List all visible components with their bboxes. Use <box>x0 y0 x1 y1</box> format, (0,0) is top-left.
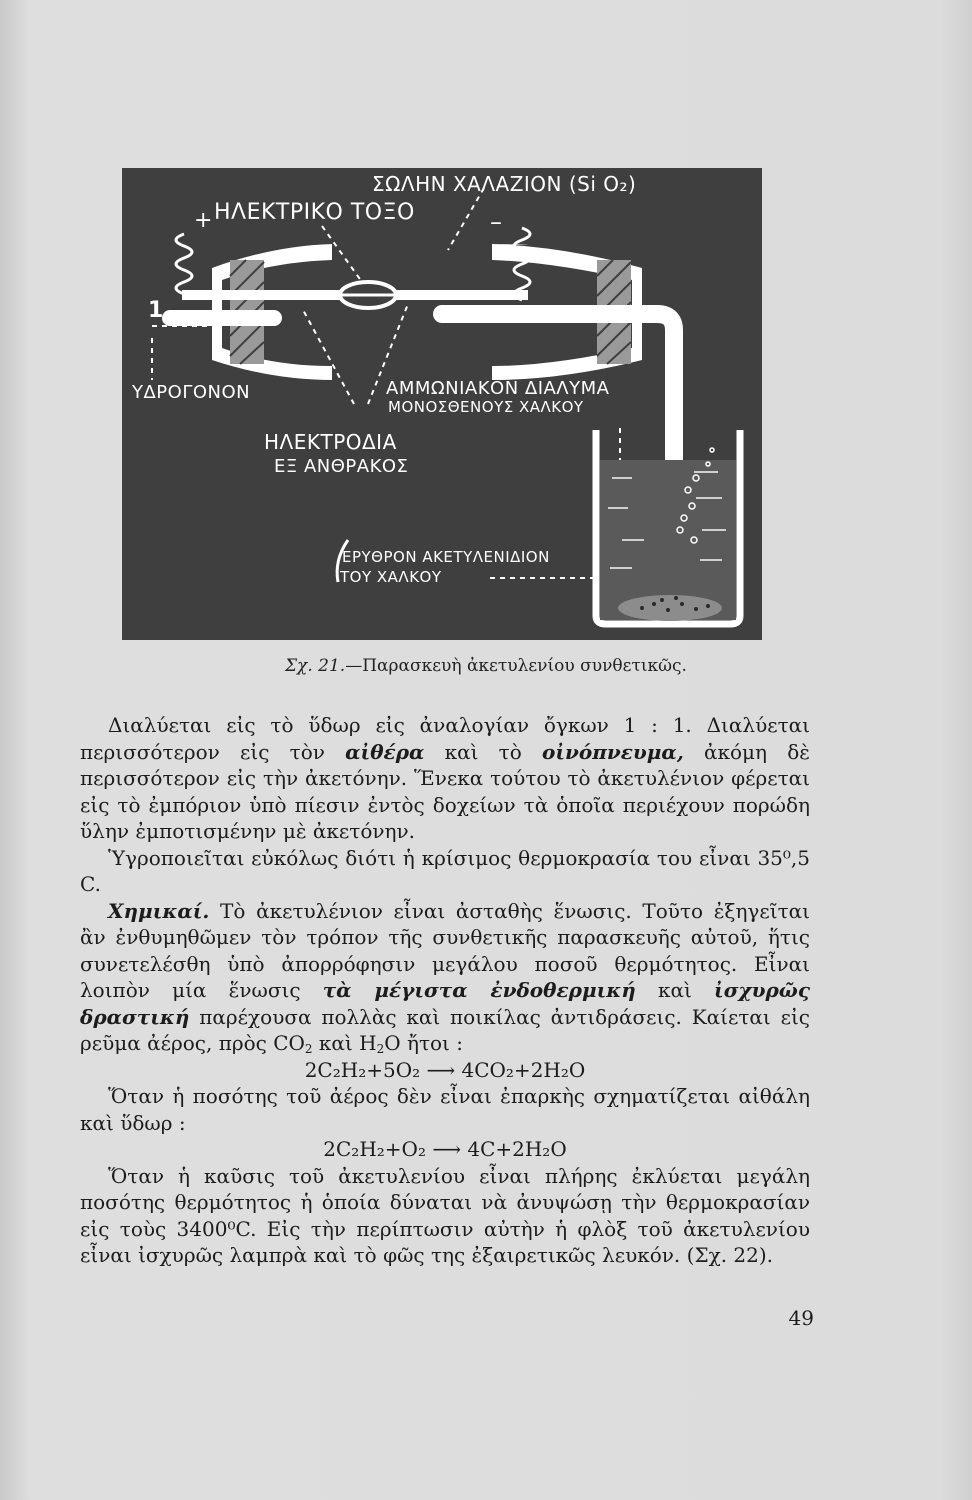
right-coil <box>514 228 530 300</box>
paragraph-solubility <box>80 712 810 845</box>
hydrogen-inlet-pipe <box>162 310 282 326</box>
figure-caption <box>0 656 972 676</box>
paragraph-incomplete-combustion: Ὅταν ἡ ποσότης τοῦ ἀέρος δὲν εἶναι ἐπαρκὴς σχηματίζεται αἰθάλη καὶ ὕδωρ : <box>80 1084 810 1135</box>
tube-pointer <box>448 188 484 250</box>
emphasis-endothermic: τὰ μέγιστα ἐνδοθερμική <box>322 978 636 1002</box>
emphasis-ether: αἰθέρα <box>345 739 425 764</box>
apparatus-figure <box>122 168 762 640</box>
body-text <box>80 712 810 1269</box>
paragraph-liquefaction: Ὑγροποιεῖται εὐκόλως διότι ἡ κρίσιμος θερμοκρασία του εἶναι 35⁰,5 C. <box>80 845 810 896</box>
emphasis-reactive: ἰσχυρῶς δραστική <box>80 978 811 1029</box>
paragraph-flame: Ὅταν ἡ καῦσις τοῦ ἀκετυλενίου εἶναι πλήρης ἐκλύεται μεγάλη ποσότης θερμότητος ἡ ὁποία δύναται νὰ ἀνυψώσῃ τὴν θερμοκρασίαν εἰς τοὺς 3400⁰C. Εἰς τὴν περίπτωσιν αὐτὴν ἡ φλὸξ τοῦ ἀκετυλενίου εἶναι ἰσχυρῶς λαμπρὰ καὶ τὸ φῶς της ἐξαιρετικῶς λευκόν. (Σχ. 22). <box>80 1163 810 1267</box>
text-run: ἀκόμη δὲ περισσότερον εἰς τὴν ἀκετόνην. Ἕνεκα τούτου τὸ ἀκετυλένιον φέρεται εἰς τὸ ἐμπόριον ὑπὸ πίεσιν ἐντὸς δοχείων τὰ ὁποῖα περιέχουν πορώδη ὕλην ἐμποτισμένην μὲ ἀκετόνην. <box>80 739 811 843</box>
equation-complete-combustion: 2C₂H₂+5O₂ ⟶ 4CO₂+2H₂O <box>304 1057 586 1082</box>
text-run: καὶ τὸ <box>424 739 542 764</box>
page-number: 49 <box>788 1306 814 1330</box>
acetylide-label-line1: ΕΡΥΘΡΟΝ ΑΚΕΤΥΛΕΝΙΔΙΟΝ <box>342 548 550 566</box>
section-heading-chemical: Χημικαί. <box>108 898 210 923</box>
hydrogen-label: ΥΔΡΟΓΟΝΟΝ <box>132 382 251 403</box>
caption-label: Σχ. 21. <box>285 656 346 676</box>
electrodes-label-line2: ΕΞ ΑΝΘΡΑΚΟΣ <box>274 456 409 477</box>
text-run: καὶ H <box>312 1031 377 1055</box>
minus-sign: – <box>490 208 503 236</box>
subscript: 2 <box>376 1042 385 1056</box>
quartz-tube-label: ΣΩΛΗΝ ΧΑΛΑΖΙΟΝ (Si O₂) <box>372 172 637 196</box>
acetylide-label-line2: ΤΟΥ ΧΑΛΚΟΥ <box>340 568 442 586</box>
subscript: 2 <box>304 1042 313 1056</box>
electric-arc-label: ΗΛΕΚΤΡΙΚΟ ΤΟΞΟ <box>214 200 415 225</box>
copper-acetylide-precipitate <box>618 595 722 621</box>
ammonia-label-line1: ΑΜΜΩΝΙΑΚΟΝ ΔΙΑΛΥΜΑ <box>386 378 610 399</box>
caption-text: —Παρασκευὴ ἀκετυλενίου συνθετικῶς. <box>345 656 687 676</box>
inlet-number: 1 <box>148 298 164 323</box>
text-run: Διαλύεται εἰς τὸ ὕδωρ εἰς ἀναλογίαν ὄγκων 1 : 1. Διαλύεται περισσότερον εἰς τὸν <box>80 713 810 764</box>
electrode-pointer-left <box>302 308 354 404</box>
text-run: Τὸ ἀκετυλένιον εἶναι ἀσταθὴς ἕνωσις. Τοῦτο ἐξηγεῖται ἂν ἐνθυμηθῶμεν τὸν τρόπον τῆς συνθετικῆς παρασκευῆς αὐτοῦ, ἥτις συνετελέσθη ὑπὸ ἀπορρόφησιν μεγάλου ποσοῦ θερμότητος. Εἶναι λοιπὸν μία ἕνωσις <box>80 898 810 1002</box>
left-electrode <box>182 290 342 300</box>
left-coil <box>176 234 192 294</box>
ammonia-label-line2: ΜΟΝΟΣΘΕΝΟΥΣ ΧΑΛΚΟΥ <box>388 398 584 416</box>
plus-sign: + <box>194 208 213 233</box>
equation-incomplete-combustion: 2C₂H₂+O₂ ⟶ 4C+2H₂O <box>323 1137 567 1161</box>
text-run: O ἤτοι : <box>384 1031 463 1055</box>
right-electrode <box>394 290 528 300</box>
text-run: παρέχουσα πολλὰς καὶ ποικίλας ἀντιδράσεις. Καίεται εἰς ρεῦμα ἀέρος, πρὸς CO <box>80 1004 810 1055</box>
text-run: καὶ <box>635 978 715 1002</box>
paragraph-chemical <box>80 898 810 1057</box>
electrodes-label-line1: ΗΛΕΚΤΡΟΔΙΑ <box>264 430 397 454</box>
emphasis-alcohol: οἰνόπνευμα, <box>542 739 684 764</box>
